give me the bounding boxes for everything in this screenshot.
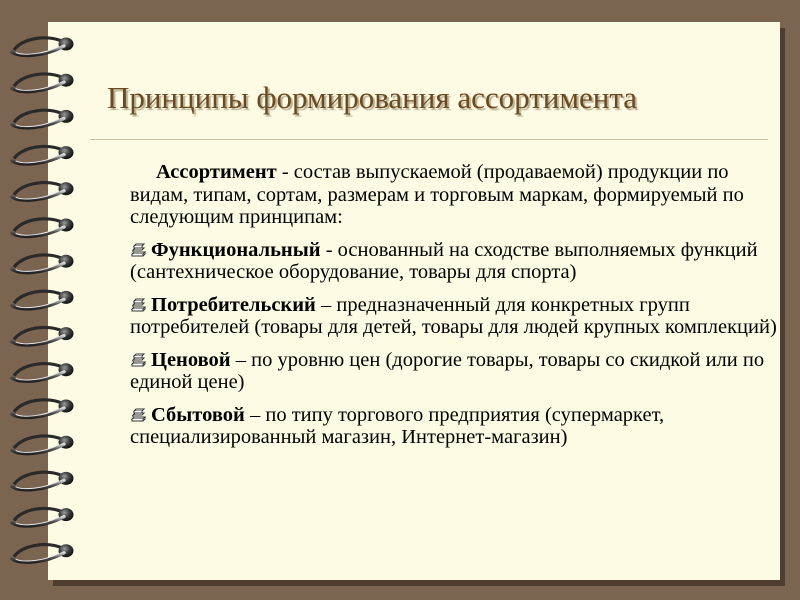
spiral-ring bbox=[12, 363, 74, 381]
item-term: Ценовой bbox=[151, 348, 231, 371]
item-text: – предназначенный для конкретных групп потребителей (товары для детей, товары для людей крупных комплекций) bbox=[130, 293, 777, 338]
item-term: Потребительский bbox=[151, 293, 316, 316]
list-item-price bbox=[130, 349, 780, 394]
list-item-consumer bbox=[130, 294, 780, 339]
slide-title: Принципы формирования ассортимента bbox=[106, 80, 638, 115]
item-text: – по уровню цен (дорогие товары, товары со скидкой или по единой цене) bbox=[130, 348, 765, 393]
spiral-ring bbox=[12, 74, 74, 92]
spiral-ring bbox=[12, 255, 74, 273]
spiral-ring bbox=[12, 544, 74, 562]
intro-term: Ассортимент bbox=[156, 161, 277, 183]
intro-paragraph bbox=[130, 161, 780, 229]
spiral-ring bbox=[12, 110, 74, 128]
spiral-ring bbox=[12, 146, 74, 164]
title-divider bbox=[90, 139, 768, 140]
spiral-ring bbox=[12, 219, 74, 237]
stacked-books-icon bbox=[130, 241, 147, 258]
spiral-ring bbox=[12, 38, 74, 56]
stacked-books-icon bbox=[130, 351, 147, 368]
spiral-ring bbox=[12, 291, 74, 309]
stacked-books-icon bbox=[130, 296, 147, 313]
slide-content bbox=[130, 161, 780, 459]
spiral-ring bbox=[12, 400, 74, 418]
spiral-ring bbox=[12, 182, 74, 200]
item-term: Функциональный bbox=[151, 238, 321, 261]
spiral-ring bbox=[12, 472, 74, 490]
item-term: Сбытовой bbox=[151, 403, 245, 426]
stacked-books-icon bbox=[130, 406, 147, 423]
spiral-ring bbox=[12, 327, 74, 345]
item-text: - основанный на сходстве выполняемых функций (сантехническое оборудование, товары для спорта) bbox=[130, 238, 758, 283]
intro-text: - состав выпускаемой (продаваемой) продукции по видам, типам, сортам, размерам и торговым маркам, формируемый по следующим принципам: bbox=[130, 161, 744, 228]
item-text: – по типу торгового предприятия (супермаркет, специализированный магазин, Интернет-магазин) bbox=[130, 403, 665, 448]
spiral-ring bbox=[12, 508, 74, 526]
list-item-functional bbox=[130, 239, 780, 284]
spiral-ring bbox=[12, 436, 74, 454]
list-item-sales bbox=[130, 404, 780, 449]
